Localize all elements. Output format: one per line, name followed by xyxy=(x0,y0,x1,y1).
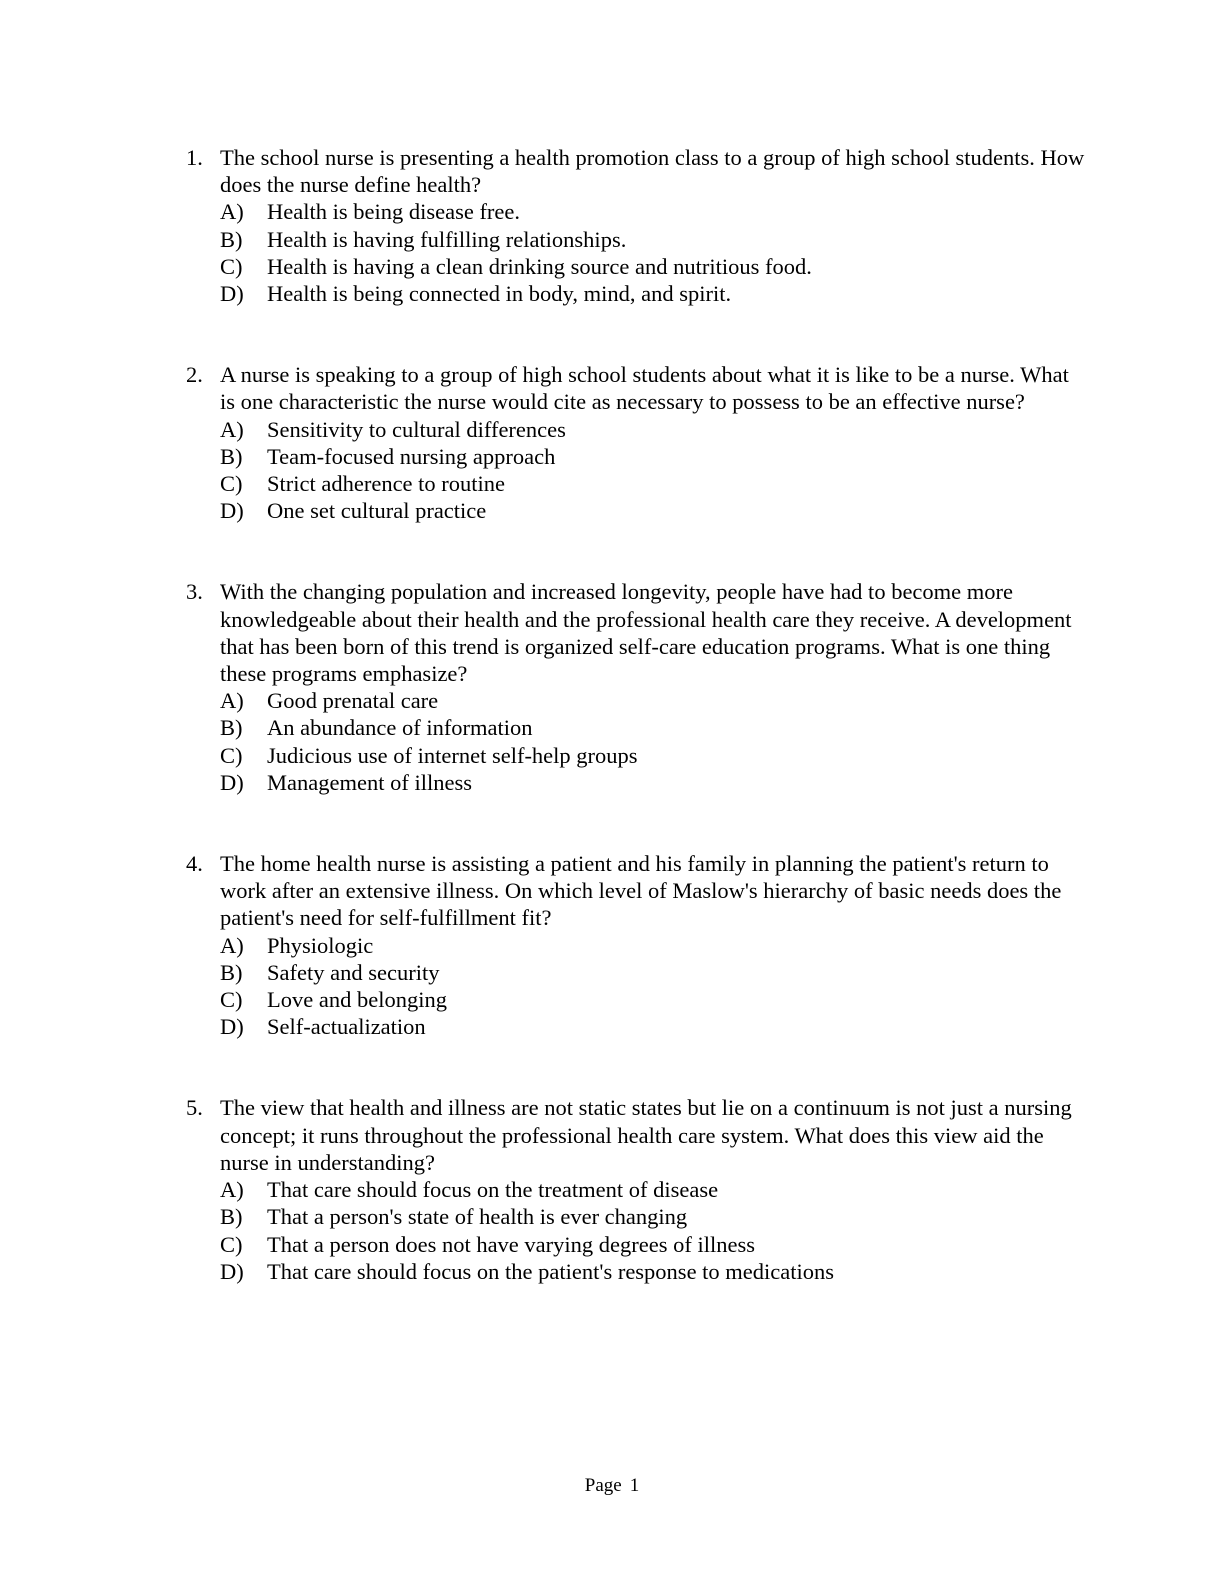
question-number: 2. xyxy=(186,362,203,388)
question-number: 3. xyxy=(186,579,203,605)
option-letter: C) xyxy=(220,1231,243,1257)
question-stem: A nurse is speaking to a group of high school students about what it is like to be a nurse. What is one characteristic the nurse would cite as necessary to possess to be an effective nurse? xyxy=(220,362,1069,415)
option-text: That care should focus on the patient's response to medications xyxy=(267,1258,835,1284)
answer-option xyxy=(186,1203,1086,1230)
option-list xyxy=(186,198,1086,307)
option-text: Love and belonging xyxy=(267,987,447,1013)
option-text: Team-focused nursing approach xyxy=(267,443,556,469)
option-letter: B) xyxy=(220,715,243,741)
question-item xyxy=(186,1094,1086,1284)
option-letter: B) xyxy=(220,1204,243,1230)
option-text: Physiologic xyxy=(267,932,374,958)
answer-option xyxy=(186,959,1086,986)
answer-option xyxy=(186,497,1086,524)
option-letter: A) xyxy=(220,199,244,225)
answer-option xyxy=(186,769,1086,796)
answer-option xyxy=(186,742,1086,769)
question-stem: With the changing population and increased longevity, people have had to become more knowledgeable about their health and the professional health care they receive. A development that has been born of this trend is organized self-care education programs. What is one thing these programs emphasize? xyxy=(220,579,1072,687)
option-text: Health is being connected in body, mind, and spirit. xyxy=(267,281,732,307)
answer-option xyxy=(186,253,1086,280)
answer-option xyxy=(186,226,1086,253)
answer-option xyxy=(186,932,1086,959)
option-letter: D) xyxy=(220,1014,244,1040)
question-stem: The view that health and illness are not static states but lie on a continuum is not just a nursing concept; it runs throughout the professional health care system. What does this view aid the nurse in understanding? xyxy=(220,1095,1072,1175)
option-list xyxy=(186,932,1086,1041)
answer-option xyxy=(186,416,1086,443)
question-number: 4. xyxy=(186,851,203,877)
option-text: That a person does not have varying degrees of illness xyxy=(267,1231,755,1257)
page-footer xyxy=(0,1474,1224,1498)
option-text: Health is having a clean drinking source and nutritious food. xyxy=(267,253,812,279)
option-letter: A) xyxy=(220,932,244,958)
option-letter: D) xyxy=(220,769,244,795)
option-letter: B) xyxy=(220,443,243,469)
option-letter: D) xyxy=(220,1258,244,1284)
answer-option xyxy=(186,687,1086,714)
answer-option xyxy=(186,714,1086,741)
question-item xyxy=(186,144,1086,307)
answer-option xyxy=(186,198,1086,225)
option-text: Good prenatal care xyxy=(267,688,439,714)
answer-option xyxy=(186,1231,1086,1258)
option-letter: D) xyxy=(220,281,244,307)
answer-option xyxy=(186,1176,1086,1203)
question-stem: The school nurse is presenting a health promotion class to a group of high school students. How does the nurse define health? xyxy=(220,145,1085,198)
option-letter: C) xyxy=(220,471,243,497)
option-text: That care should focus on the treatment of disease xyxy=(267,1177,719,1203)
answer-option xyxy=(186,443,1086,470)
option-text: Self-actualization xyxy=(267,1014,426,1040)
option-letter: C) xyxy=(220,253,243,279)
question-stem: The home health nurse is assisting a patient and his family in planning the patient's return to work after an extensive illness. On which level of Maslow's hierarchy of basic needs does the patient's need for self-fulfillment fit? xyxy=(220,851,1062,931)
answer-option xyxy=(186,470,1086,497)
option-text: Sensitivity to cultural differences xyxy=(267,416,566,442)
option-text: Strict adherence to routine xyxy=(267,471,506,497)
option-letter: B) xyxy=(220,226,243,252)
option-text: An abundance of information xyxy=(267,715,533,741)
option-list xyxy=(186,687,1086,796)
option-letter: D) xyxy=(220,498,244,524)
question-item xyxy=(186,361,1086,524)
answer-option xyxy=(186,1258,1086,1285)
option-letter: A) xyxy=(220,416,244,442)
option-text: Health is having fulfilling relationships. xyxy=(267,226,627,252)
option-letter: C) xyxy=(220,742,243,768)
option-letter: A) xyxy=(220,1177,244,1203)
option-text: Safety and security xyxy=(267,959,440,985)
option-text: Health is being disease free. xyxy=(267,199,521,225)
question-number: 1. xyxy=(186,145,203,170)
option-list xyxy=(186,1176,1086,1285)
answer-option xyxy=(186,986,1086,1013)
question-item xyxy=(186,578,1086,796)
question-number: 5. xyxy=(186,1095,203,1121)
option-list xyxy=(186,416,1086,525)
question-item xyxy=(186,850,1086,1040)
option-letter: B) xyxy=(220,959,243,985)
option-letter: C) xyxy=(220,987,243,1013)
page-number: 1 xyxy=(629,1475,640,1496)
option-text: Management of illness xyxy=(267,769,472,795)
option-text: That a person's state of health is ever changing xyxy=(267,1204,688,1230)
option-letter: A) xyxy=(220,688,244,714)
page-label: Page xyxy=(584,1475,622,1496)
option-text: Judicious use of internet self-help groups xyxy=(267,742,638,768)
answer-option xyxy=(186,1013,1086,1040)
option-text: One set cultural practice xyxy=(267,498,487,524)
question-list xyxy=(186,144,1086,1285)
answer-option xyxy=(186,280,1086,307)
